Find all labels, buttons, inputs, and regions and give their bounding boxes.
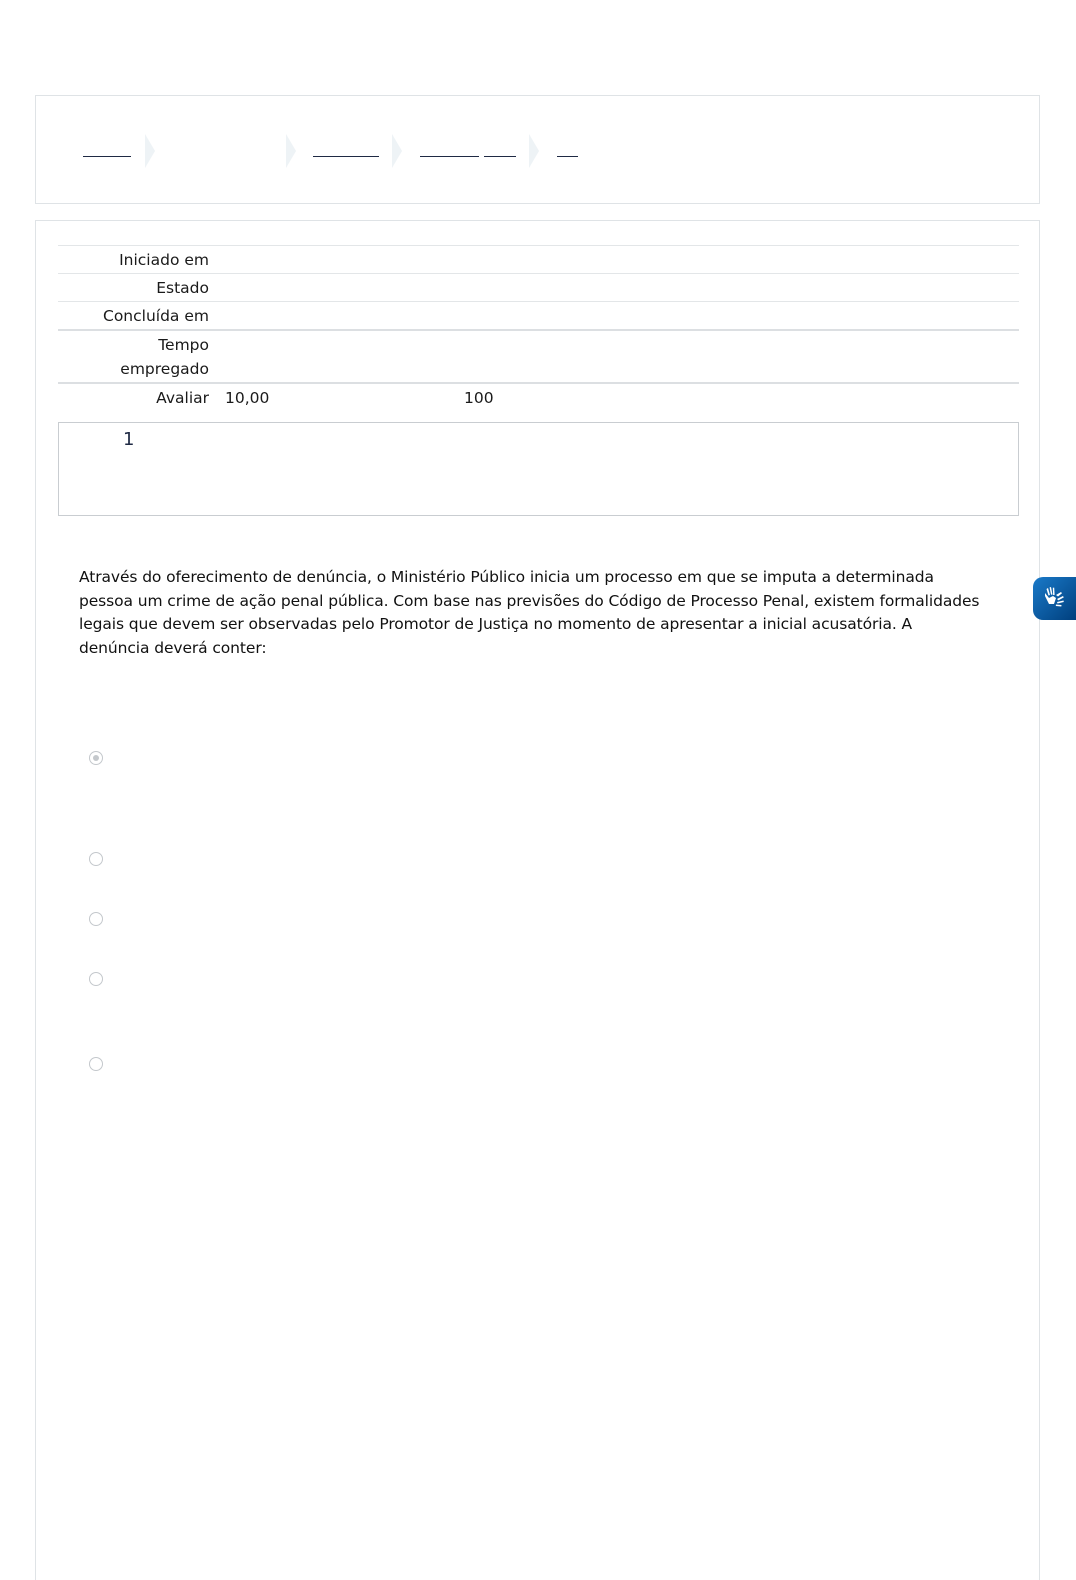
started-label: Iniciado em: [119, 251, 209, 269]
breadcrumb-separator-icon: [286, 134, 296, 168]
time-value: [209, 333, 225, 381]
completed-value: [209, 304, 225, 328]
answer-option-radio[interactable]: [89, 852, 103, 866]
answer-option-radio[interactable]: [89, 1057, 103, 1071]
breadcrumb-item[interactable]: [484, 156, 516, 157]
attempt-summary-table: [58, 245, 1019, 411]
time-label-line1: Tempo: [158, 336, 209, 354]
accessibility-widget-button[interactable]: [1033, 577, 1076, 620]
breadcrumb-item[interactable]: [420, 156, 479, 157]
breadcrumb-item[interactable]: [557, 156, 578, 157]
breadcrumb-separator-icon: [529, 134, 539, 168]
grade-label: Avaliar: [156, 389, 209, 407]
started-value: [209, 248, 225, 272]
time-label-line2: empregado: [120, 360, 209, 378]
sign-language-icon: [1042, 584, 1068, 614]
answer-option-radio[interactable]: [89, 912, 103, 926]
question-info-box: [58, 422, 1019, 516]
summary-row-time: [58, 329, 1019, 382]
completed-label: Concluída em: [103, 307, 209, 325]
answer-option-radio[interactable]: [89, 751, 103, 765]
breadcrumb-separator-icon: [145, 134, 155, 168]
summary-row-state: [58, 273, 1019, 301]
state-value: [209, 276, 225, 300]
answer-option-radio[interactable]: [89, 972, 103, 986]
breadcrumb-separator-icon: [392, 134, 402, 168]
breadcrumb: [35, 95, 1040, 204]
question-number: 1: [123, 429, 135, 450]
summary-row-completed: [58, 301, 1019, 329]
summary-row-grade: [58, 382, 1019, 411]
time-label: [58, 333, 209, 381]
breadcrumb-item[interactable]: [83, 156, 131, 157]
grade-value: 10,00: [225, 389, 270, 407]
grade-max: 100: [464, 389, 494, 407]
question-text: Através do oferecimento de denúncia, o Ministério Público inicia um processo em que se imputa a determinada pessoa um crime de ação penal pública. Com base nas previsões do Código de Processo Penal, existem formalidades legais que devem ser observadas pelo Promotor de Justiça no momento de apresentar a inicial acusatória. A denúncia deverá conter:: [79, 568, 980, 658]
state-label: Estado: [156, 279, 209, 297]
breadcrumb-item[interactable]: [313, 156, 379, 157]
summary-row-started: [58, 245, 1019, 273]
quiz-review-panel: [35, 220, 1040, 1580]
